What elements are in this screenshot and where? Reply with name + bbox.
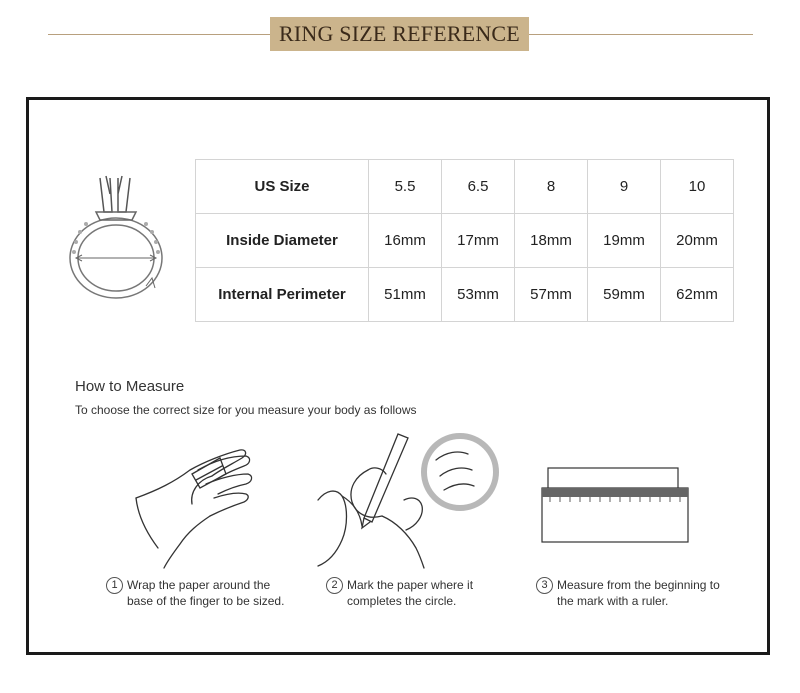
us-size-cell: 6.5: [442, 160, 515, 214]
hand-wrap-illustration: [128, 440, 268, 570]
inside-diameter-cell: 16mm: [369, 214, 442, 268]
internal-perimeter-cell: 51mm: [369, 268, 442, 322]
step-number: 1: [106, 577, 123, 594]
banner-line-left: [48, 34, 270, 35]
step-number: 3: [536, 577, 553, 594]
us-size-cell: 5.5: [369, 160, 442, 214]
inside-diameter-cell: 19mm: [588, 214, 661, 268]
inside-diameter-cell: 18mm: [515, 214, 588, 268]
table-row-internal-perimeter: [196, 268, 734, 322]
row-label-internal-perimeter: Internal Perimeter: [196, 268, 369, 322]
inside-diameter-cell: 20mm: [661, 214, 734, 268]
internal-perimeter-cell: 62mm: [661, 268, 734, 322]
step-line: Mark the paper where it: [347, 578, 474, 592]
step-line: the mark with a ruler.: [557, 594, 669, 608]
step-line: base of the finger to be sized.: [127, 594, 285, 608]
ruler-illustration: [540, 466, 690, 546]
internal-perimeter-cell: 57mm: [515, 268, 588, 322]
table-row-us-size: [196, 160, 734, 214]
ring-size-table: [195, 159, 734, 322]
ring-icon: [60, 172, 170, 312]
us-size-cell: 10: [661, 160, 734, 214]
step-text: [557, 577, 720, 609]
page-title: RING SIZE REFERENCE: [270, 17, 529, 51]
us-size-cell: 8: [515, 160, 588, 214]
banner-line-right: [529, 34, 753, 35]
table-row-inside-diameter: [196, 214, 734, 268]
internal-perimeter-cell: 53mm: [442, 268, 515, 322]
internal-perimeter-cell: 59mm: [588, 268, 661, 322]
step-number: 2: [326, 577, 343, 594]
measure-subtitle: To choose the correct size for you measure your body as follows: [75, 403, 417, 417]
step-text: [347, 577, 473, 609]
row-label-inside-diameter: Inside Diameter: [196, 214, 369, 268]
step-line: Wrap the paper around the: [127, 578, 271, 592]
step-text: [127, 577, 284, 609]
inside-diameter-cell: 17mm: [442, 214, 515, 268]
row-label-us-size: US Size: [196, 160, 369, 214]
us-size-cell: 9: [588, 160, 661, 214]
measure-title: How to Measure: [75, 378, 185, 395]
step-line: completes the circle.: [347, 594, 457, 608]
step-line: Measure from the beginning to: [557, 578, 720, 592]
mark-paper-illustration: [312, 430, 502, 570]
